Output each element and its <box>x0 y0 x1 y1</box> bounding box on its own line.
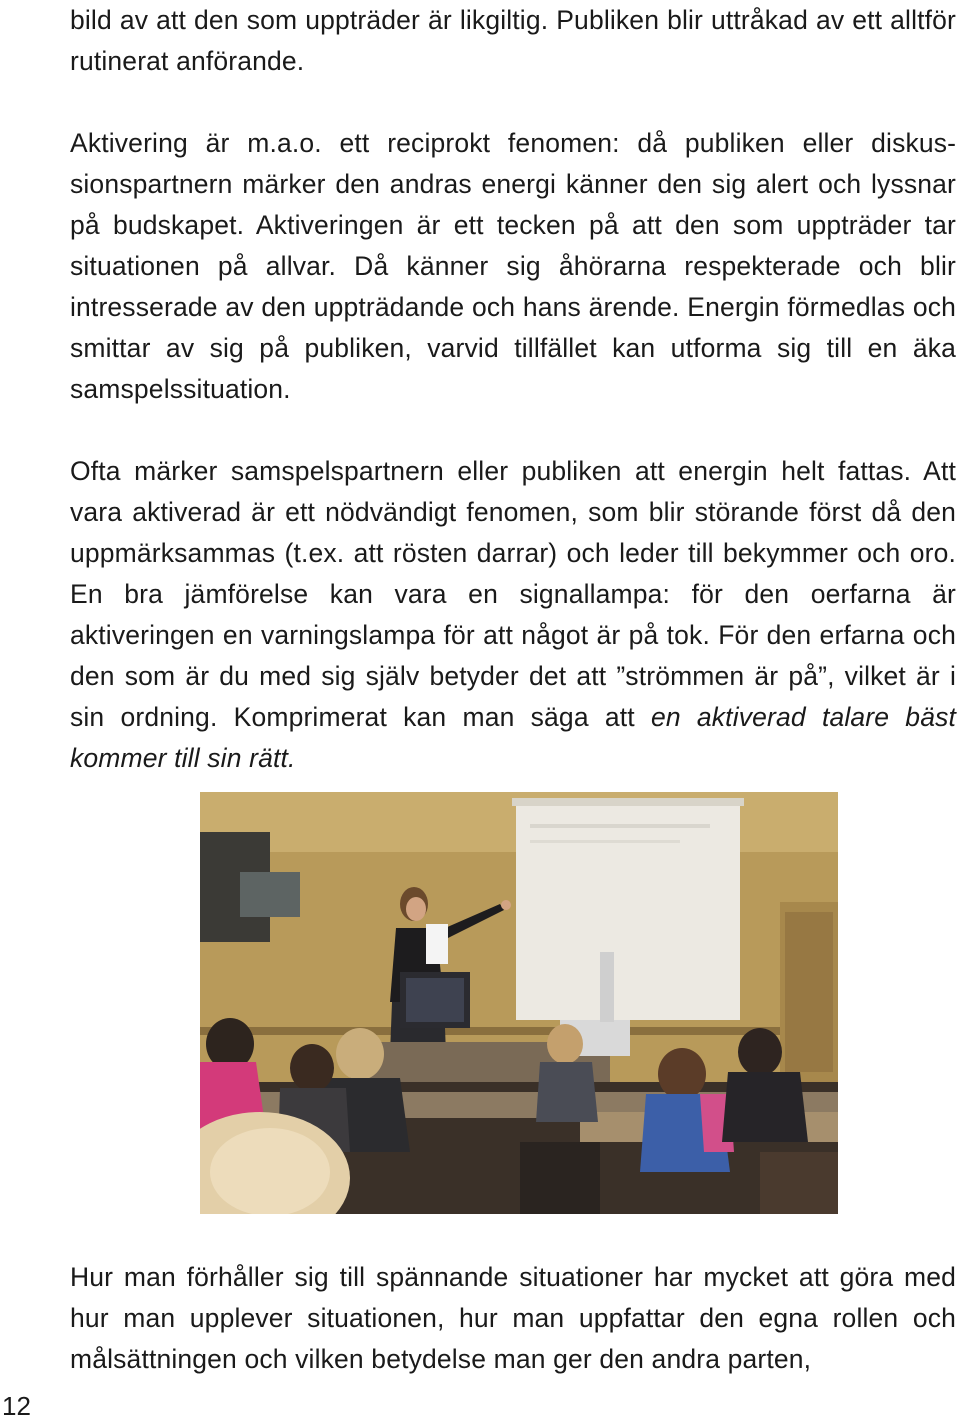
bottom-text-block <box>70 1257 956 1380</box>
paragraph-energy-italic: en aktiverad talare bäst kommer till sin rätt. <box>70 702 956 773</box>
top-text-block <box>70 0 956 779</box>
top-paragraph: bild av att den som uppträder är likgiltig. Publiken blir uttråkad av ett alltför rutinerat anförande. <box>70 5 956 76</box>
paragraph-activation: Aktivering är m.a.o. ett reciprokt fenomen: då publiken eller diskussionspartnern märker den andras energi känner den sig alert och lyssnar på budskapet. Aktiveringen är ett tecken på att den som uppträder tar situationen på allvar. Då känner sig åhörarna respekterade och blir intresserade av den uppträdande och hans ärende. Energin förmedlas och smittar av sig på publiken, varvid tillfället kan utforma sig till en äka samspelssituation. <box>70 128 956 404</box>
bottom-paragraph: Hur man förhåller sig till spännande situationer har mycket att göra med hur man upplever situationen, hur man uppfattar den egna rollen och målsättningen och vilken betydelse man ger den andra parten, <box>70 1262 956 1374</box>
page-number: 12 <box>2 1391 31 1421</box>
classroom-illustration <box>200 792 838 1214</box>
paragraph-energy <box>70 451 956 779</box>
classroom-photo <box>200 792 838 1214</box>
paragraph-energy-text: Ofta märker samspelspartnern eller publiken att energin helt fattas. Att vara aktiverad är ett nödvändigt fenomen, som blir störande först då den uppmärksammas (t.ex. att rösten darrar) och leder till bekymmer och oro. En bra jämförelse kan vara en signallampa: för den oerfarna är aktiveringen en varningslampa för att något är på tok. För den erfarna och den som är du med sig själv betyder det att ”strömmen är på”, vilket är i sin ordning. Komprimerat kan man säga att <box>70 456 956 732</box>
